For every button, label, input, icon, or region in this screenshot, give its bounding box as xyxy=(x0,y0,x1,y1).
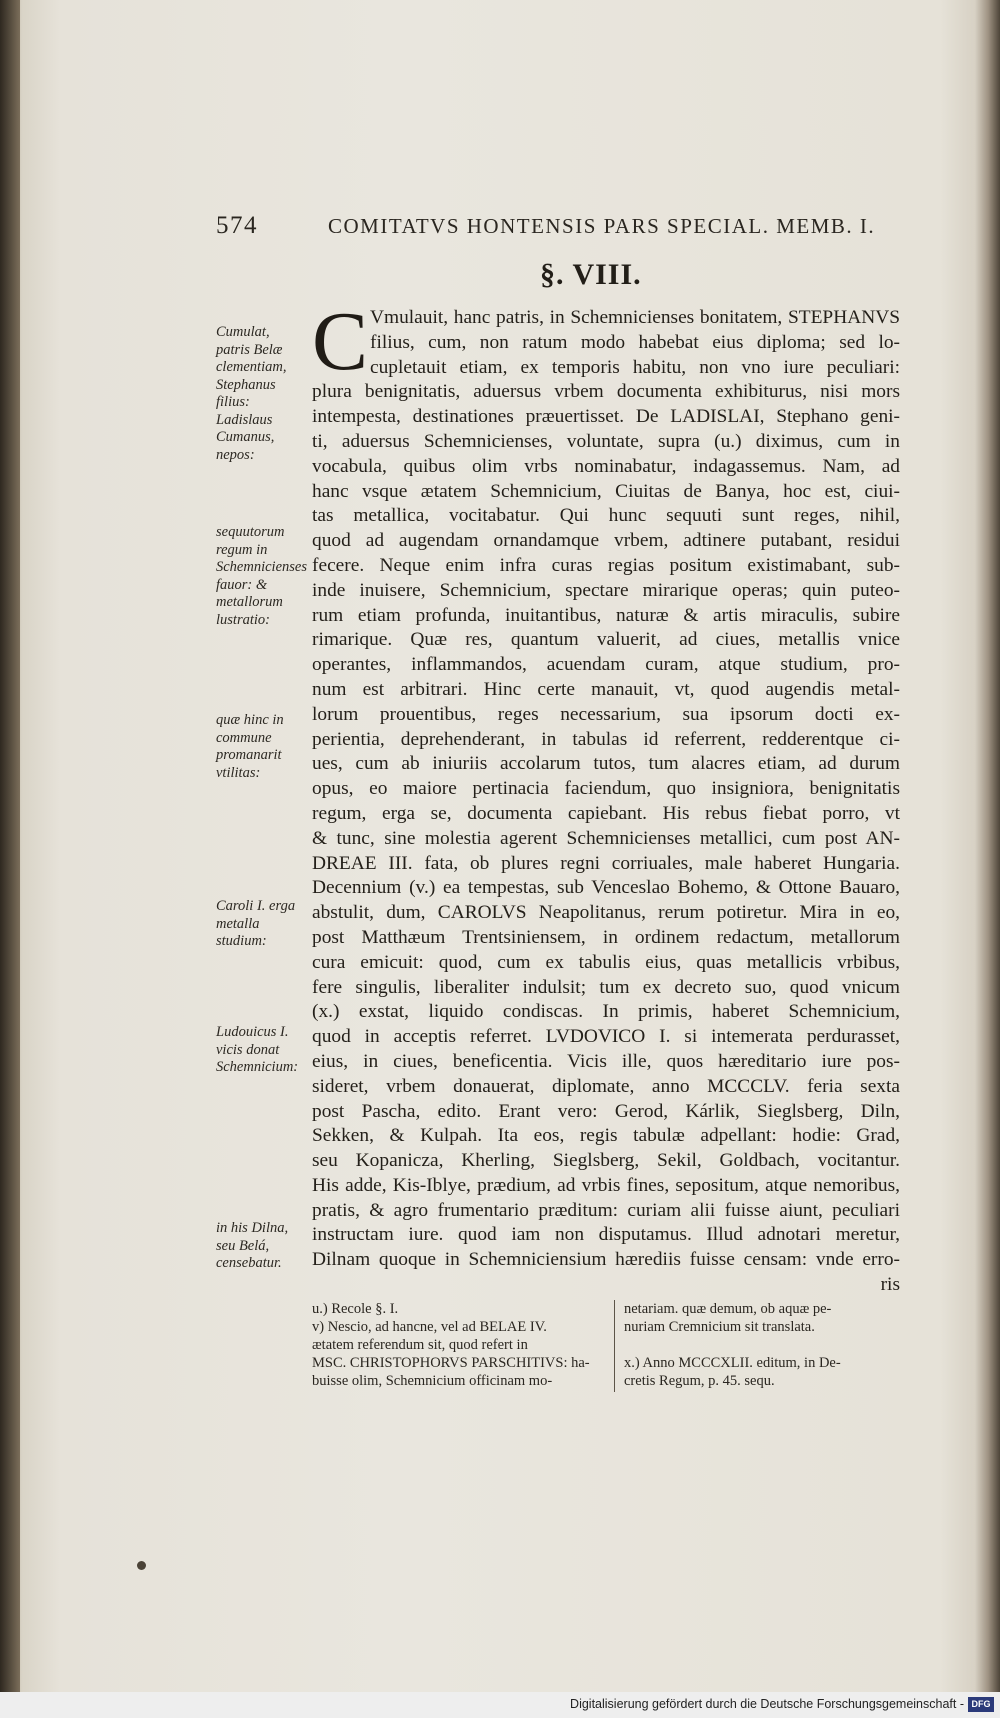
page-gutter-shadow xyxy=(0,0,20,1692)
body-line: regum, erga se, documenta capiebant. His rebus fiebat porro, vt xyxy=(312,802,900,824)
drop-cap: C xyxy=(312,295,369,388)
body-line: Dilnam quoque in Schemniciensium hærediis fuisse censam: vnde erro- xyxy=(312,1249,900,1271)
body-line: abstulit, dum, CAROLVS Neapolitanus, rerum potiretur. Mira in eo, xyxy=(312,902,900,924)
body-line: rum etiam profunda, inuitantibus, naturæ & artis miraculis, subire xyxy=(312,604,900,626)
footnotes-right-column xyxy=(624,1300,914,1390)
body-line: instructam iure. quod iam non disputamus. Illud adnotari meretur, xyxy=(312,1224,900,1246)
footnotes-left-column xyxy=(312,1300,612,1390)
body-line: cupletauit etiam, ex temporis habitu, non vno iure peculiari: xyxy=(370,356,900,378)
body-line: vocabula, quibus olim vrbs nominabatur, indagassemus. Nam, ad xyxy=(312,455,900,477)
margin-note: Ludouicus I. vicis donat Schemnicium: xyxy=(216,1024,299,1075)
footnote-line: cretis Regum, p. 45. sequ. xyxy=(624,1373,775,1389)
body-line: (x.) exstat, liquido condiscas. In primis, haberet Schemnicium, xyxy=(312,1001,900,1023)
body-line: intempesta, destinationes præuertisset. De LADISLAI, Stephano geni- xyxy=(312,406,900,428)
body-line: operantes, inflammandos, acuendam curam, atque studium, pro- xyxy=(312,654,900,676)
body-line: opus, eo maiore pertinacia faciendum, quo insigniora, benignitatis xyxy=(312,778,900,800)
ink-blot xyxy=(137,1561,146,1570)
body-line: DREAE III. fata, ob plures regni corriuales, male haberet Hungaria. xyxy=(312,852,900,874)
body-line: fere singulis, liberaliter indulsit; tum ex decreto suo, quod vnicum xyxy=(312,976,900,998)
body-line: ues, cum ab iniuriis accolarum tutos, tum alacres etiam, ad durum xyxy=(312,753,900,775)
running-head-title: COMITATVS HONTENSIS PARS SPECIAL. MEMB. I. xyxy=(328,214,876,238)
dfg-logo: DFG xyxy=(968,1697,994,1712)
body-line: rimarique. Quæ res, quantum valuerit, ad ciues, metallis vnice xyxy=(312,629,900,651)
body-line: num est arbitrari. Hinc certe manauit, vt, quod augendis metal- xyxy=(312,678,900,700)
body-line: sideret, vrbem donauerat, diplomate, anno MCCCLV. feria sexta xyxy=(312,1075,900,1097)
body-line: hanc vsque ætatem Schemnicium, Ciuitas de Banya, hoc est, ciui- xyxy=(312,480,900,502)
digitization-footer xyxy=(0,1692,1000,1718)
body-line: & tunc, sine molestia agerent Schemnicienses metallici, cum post AN- xyxy=(312,827,900,849)
footnote-line: buisse olim, Schemnicium officinam mo- xyxy=(312,1373,553,1389)
footnote-line: v) Nescio, ad hancne, vel ad BELAE IV. xyxy=(312,1319,547,1335)
body-line: quod in acceptis referret. LVDOVICO I. si intemerata perdurasset, xyxy=(312,1026,900,1048)
footnote-line: x.) Anno MCCCXLII. editum, in De- xyxy=(624,1355,841,1371)
margin-note: sequutorum regum in Schemnicienses fauor: & metallorum lustratio: xyxy=(216,524,307,628)
footnote-line: nuriam Cremnicium sit translata. xyxy=(624,1319,815,1335)
body-line: pratis, & agro frumentario præditum: curiam alii fuisse aiunt, peculiari xyxy=(312,1199,900,1221)
footnote-line: netariam. quæ demum, ob aquæ pe- xyxy=(624,1301,832,1317)
body-line: seu Kopanicza, Kherling, Sieglsberg, Sekil, Goldbach, vocitantur. xyxy=(312,1150,900,1172)
body-line: Vmulauit, hanc patris, in Schemnicienses bonitatem, STEPHANVS xyxy=(370,307,900,328)
margin-note: Cumulat, patris Belæ clementiam, Stephanus filius: Ladislaus Cumanus, nepos: xyxy=(216,324,287,463)
footnote-line: MSC. CHRISTOPHORVS PARSCHITIVS: ha- xyxy=(312,1355,590,1371)
body-line: lorum prouentibus, reges necessarium, sua ipsorum docti ex- xyxy=(312,703,900,725)
body-line: Decennium (v.) ea tempestas, sub Venceslao Bohemo, & Ottone Bauaro, xyxy=(312,877,900,899)
body-line: quod ad augendam ornandamque vrbem, adtinere putabant, residui xyxy=(312,530,900,552)
body-line: ti, aduersus Schemnicienses, voluntate, supra (u.) diximus, cum in xyxy=(312,430,900,452)
body-line: Sekken, & Kulpah. Ita eos, regis tabulæ adpellant: hodie: Grad, xyxy=(312,1125,900,1147)
body-line: perientia, deprehenderant, in tabulas id referrent, redderentque ci- xyxy=(312,728,900,750)
body-line: post Matthæum Trentsiniensem, in ordinem redactum, metallorum xyxy=(312,926,900,948)
body-line: plura benignitatis, aduersus vrbem documenta exhibiturus, nisi mors xyxy=(312,381,900,403)
footnote-line: u.) Recole §. I. xyxy=(312,1301,399,1317)
body-line: ris xyxy=(880,1274,900,1296)
margin-note: in his Dilna, seu Belá, censebatur. xyxy=(216,1220,289,1271)
body-line: cura emicuit: quod, cum ex tabulis eius, quas metallicis vrbibus, xyxy=(312,951,900,973)
section-title: §. VIII. xyxy=(540,258,642,291)
body-line: eius, in ciues, beneficentia. Vicis ille, quos hæreditario iure pos- xyxy=(312,1050,900,1072)
footnote-line xyxy=(624,1336,914,1354)
body-line: fecere. Neque enim infra curas regias positum existimabant, sub- xyxy=(312,554,900,576)
body-line: inde inuisere, Schemnicium, spectare mirarique operas; quin puteo- xyxy=(312,579,900,601)
body-text xyxy=(312,295,900,1298)
body-line: filius, cum, non ratum modo habebat eius diploma; sed lo- xyxy=(370,331,900,353)
body-line: tas metallica, vocitabatur. Qui hunc sequuti sunt reges, nihil, xyxy=(312,505,900,527)
margin-note: Caroli I. erga metalla studium: xyxy=(216,898,296,949)
footnote-divider xyxy=(614,1300,615,1392)
margin-note: quæ hinc in commune promanarit vtilitas: xyxy=(216,712,284,781)
body-line: His adde, Kis-Iblye, prædium, ad vrbis fines, sepositum, atque nemoribus, xyxy=(312,1174,900,1196)
page-number: 574 xyxy=(216,212,258,239)
body-line: post Pascha, edito. Erant vero: Gerod, Kárlik, Sieglsberg, Diln, xyxy=(312,1100,900,1122)
footer-credit: Digitalisierung gefördert durch die Deutsche Forschungsgemeinschaft - xyxy=(570,1697,964,1711)
footnote-line: ætatem referendum sit, quod refert in xyxy=(312,1337,528,1353)
